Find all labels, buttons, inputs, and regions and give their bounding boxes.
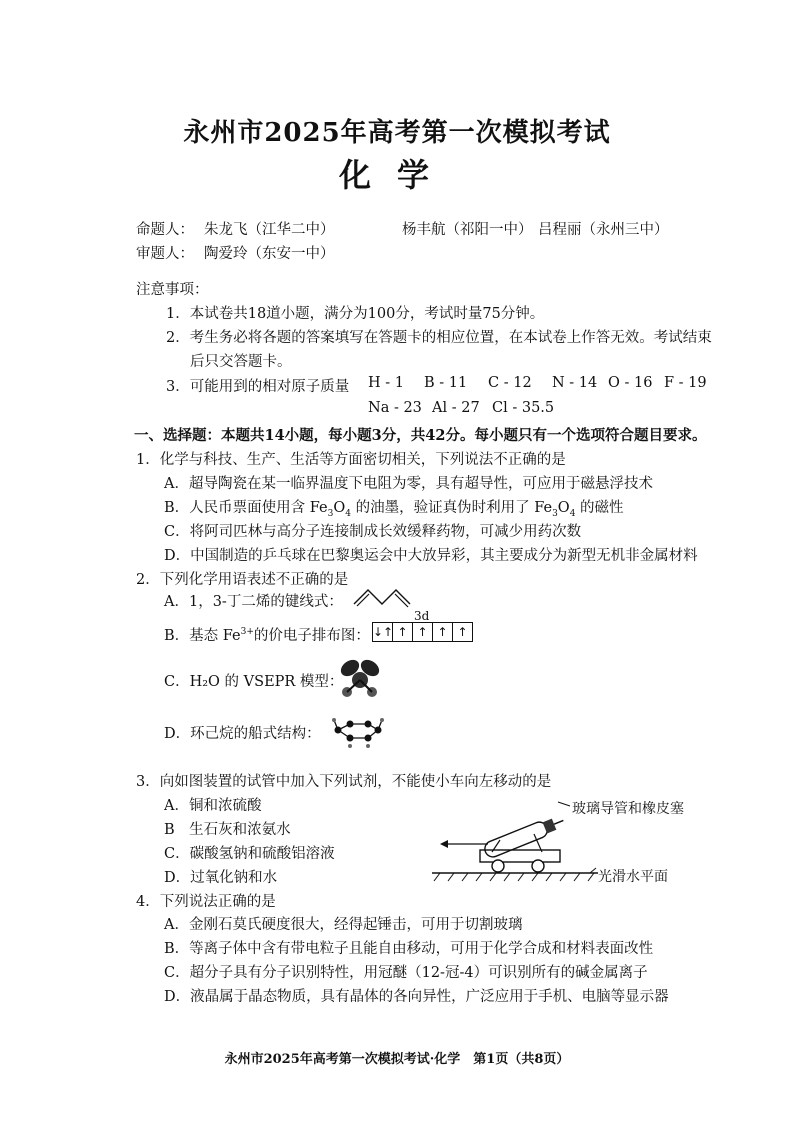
- q4-option-b: B．等离子体中含有带电粒子且能自由移动，可用于化学合成和材料表面改性: [164, 941, 654, 957]
- q3-stem: 3．向如图装置的试管中加入下列试剂，不能使小车向左移动的是: [136, 774, 552, 790]
- q2-b-prefix: B．基态 Fe: [164, 628, 241, 644]
- notice-item-2-line2: 后只交答题卡。: [190, 354, 292, 370]
- butadiene-skeletal-formula: [352, 584, 414, 608]
- atomic-mass-h: H - 1: [368, 375, 404, 391]
- proposer-1: 朱龙飞（江华二中）: [204, 222, 335, 238]
- proposer-2: 杨丰航（祁阳一中）: [402, 222, 533, 238]
- q3-option-c: C．碳酸氢钠和硫酸铝溶液: [164, 846, 335, 862]
- orbital-box-2: ↑: [392, 623, 412, 641]
- notice-item-1: 1．本试卷共18道小题，满分为100分，考试时量75分钟。: [166, 306, 545, 322]
- section-1-heading: 一、选择题：本题共14小题，每小题3分，共42分。每小题只有一个选项符合题目要求。: [134, 427, 707, 444]
- q2-option-a: A．1，3-丁二烯的键线式：: [164, 594, 343, 610]
- atomic-mass-n: N - 14: [552, 375, 598, 391]
- q4-option-a: A．金刚石莫氏硬度很大，经得起锤击，可用于切割玻璃: [164, 917, 523, 933]
- subject-title: 化学: [338, 156, 455, 194]
- orbital-box-3: ↑: [412, 623, 432, 641]
- orbital-box-5: ↑: [452, 623, 472, 641]
- q4-option-d: D．液晶属于晶态物质，具有晶体的各向异性，广泛应用于手机、电脑等显示器: [164, 989, 669, 1005]
- q1-option-b: B．人民币票面使用含 $Fe_3O_4$ 的油墨，验证真伪时利用了 $Fe_3O_4$ 的磁性: [164, 500, 624, 519]
- q1-b-mid: O: [333, 500, 346, 516]
- q4-option-c: C．超分子具有分子识别特性，用冠醚（12-冠-4）可识别所有的碱金属离子: [164, 965, 648, 981]
- atomic-mass-f: F - 19: [664, 375, 707, 391]
- q3-option-b: B 生石灰和浓氨水: [164, 822, 291, 838]
- orbital-diagram: [372, 622, 473, 642]
- atomic-mass-o: O - 16: [608, 375, 653, 391]
- orbital-box-1: ↓↑: [373, 625, 394, 639]
- atomic-mass-b: B - 11: [424, 375, 468, 391]
- q2-option-d: D．环己烷的船式结构：: [164, 726, 321, 742]
- atomic-mass-na: Na - 23: [368, 400, 422, 416]
- q1-b-suffix: 的油墨，验证真伪时利用了 Fe: [350, 500, 553, 516]
- atomic-mass-al: Al - 27: [432, 400, 480, 416]
- q1-option-a: A．超导陶瓷在某一临界温度下电阻为零，具有超导性，可应用于磁悬浮技术: [164, 476, 653, 492]
- orbital-box-4: ↑: [432, 623, 452, 641]
- page-footer: 永州市2025年高考第一次模拟考试·化学 第1页（共8页）: [224, 1052, 570, 1067]
- q1-stem: 1．化学与科技、生产、生活等方面密切相关，下列说法不正确的是: [136, 452, 566, 468]
- q2-stem: 2．下列化学用语表述不正确的是: [136, 572, 349, 588]
- atomic-mass-cl: Cl - 35.5: [492, 400, 555, 416]
- q4-stem: 4．下列说法正确的是: [136, 894, 276, 910]
- orbital-label-3d: 3d: [414, 609, 430, 623]
- q2-option-b: [164, 624, 370, 645]
- q2-b-suffix: 的价电子排布图：: [253, 628, 370, 644]
- notice-item-2-line1: 2．考生务必将各题的答案填写在答题卡的相应位置，在本试卷上作答无效。考试结束: [166, 330, 712, 346]
- proposer-3: 吕程丽（永州三中）: [538, 222, 669, 238]
- notice-heading: 注意事项：: [136, 282, 209, 298]
- label-smooth-surface: 光滑水平面: [598, 869, 668, 885]
- q2-option-c: C．H₂O 的 VSEPR 模型：: [164, 674, 344, 690]
- q1-b-end: 的磁性: [575, 500, 624, 516]
- q2-b-charge: 3+: [240, 627, 254, 638]
- q1-option-c: C．将阿司匹林与高分子连接制成长效缓释药物，可减少用药次数: [164, 524, 582, 540]
- q1-b-prefix: B．人民币票面使用含 Fe: [164, 500, 328, 516]
- reviewer-1: 陶爱玲（东安一中）: [204, 246, 335, 262]
- cyclohexane-boat-icon: [328, 710, 386, 750]
- q1-option-d: D．中国制造的乒乓球在巴黎奥运会中大放异彩，其主要成分为新型无机非金属材料: [164, 548, 698, 564]
- exam-title: 永州市2025年高考第一次模拟考试: [183, 118, 611, 148]
- reviewer-label: 审题人：: [136, 246, 194, 262]
- q3-option-d: D．过氧化钠和水: [164, 870, 278, 886]
- proposer-label: 命题人：: [136, 222, 194, 238]
- water-vsepr-model-icon: [332, 654, 388, 706]
- label-glass-tube-stopper: 玻璃导管和橡皮塞: [572, 801, 684, 817]
- notice-item-3: 3．可能用到的相对原子质量: [166, 379, 350, 395]
- q3-option-a: A．铜和浓硫酸: [164, 798, 262, 814]
- atomic-mass-c: C - 12: [488, 375, 532, 391]
